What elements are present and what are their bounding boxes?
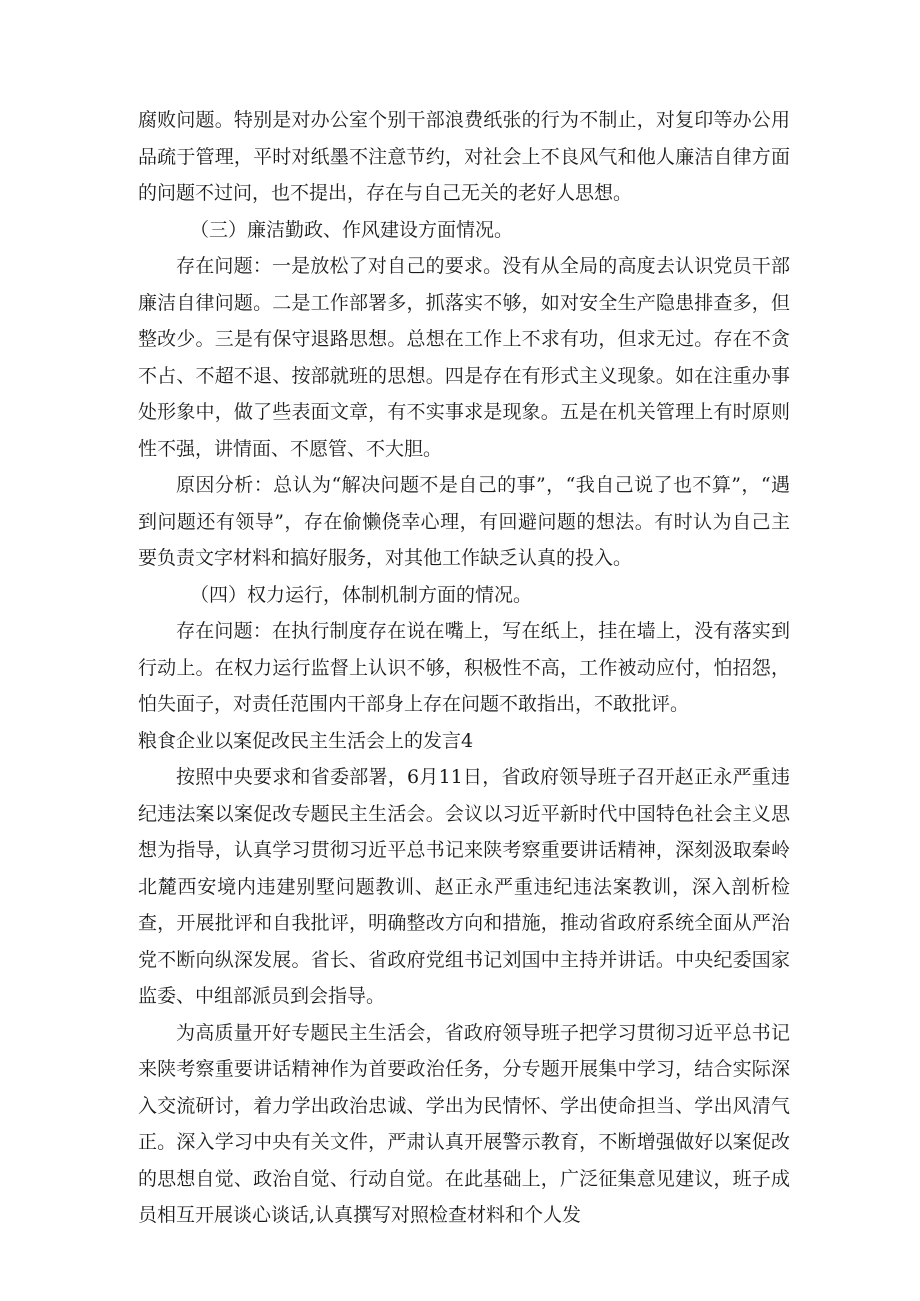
section-heading-4: （四）权力运行，体制机制方面的情况。 [190, 583, 533, 606]
document-page [138, 102, 790, 1234]
paragraph-existing-problems-3: 存在问题：一是放松了对自己的要求。没有从全局的高度去认识党员干部廉洁自律问题。二是工作部署多，抓落实不够，如对安全生产隐患排查多，但整改少。三是有保守退路思想。总想在工作上不求有功，但求无过。存在不贪不占、不超不退、按部就班的思想。四是存在有形式主义现象。如在注重办事处形象中，做了些表面文章，有不实事求是现象。五是在机关管理上有时原则性不强，讲情面、不愿管、不大胆。 [138, 255, 790, 460]
paragraph-anti-corruption-continued: 腐败问题。特别是对办公室个别干部浪费纸张的行为不制止，对复印等办公用品疏于管理，平时对纸墨不注意节约，对社会上不良风气和他人廉洁自律方面的问题不过问，也不提出，存在与自己无关的老好人思想。 [138, 109, 790, 204]
section-heading-3: （三）廉洁勤政、作风建设方面情况。 [190, 218, 514, 241]
paragraph-meeting-overview: 按照中央要求和省委部署，6月11日，省政府领导班子召开赵正永严重违纪违法案以案促改专题民主生活会。会议以习近平新时代中国特色社会主义思想为指导，认真学习贯彻习近平总书记来陕考察重要讲话精神，深刻汲取秦岭北麓西安境内违建别墅问题教训、赵正永严重违纪违法案教训，深入剖析检查，开展批评和自我批评，明确整改方向和措施，推动省政府系统全面从严治党不断向纵深发展。省长、省政府党组书记刘国中主持并讲话。中央纪委国家监委、中组部派员到会指导。 [138, 766, 790, 1007]
paragraph-cause-analysis: 原因分析：总认为“解决问题不是自己的事”，“我自己说了也不算”，“遇到问题还有领导”，存在偷懒侥幸心理，有回避问题的想法。有时认为自己主要负责文字材料和搞好服务，对其他工作缺乏认真的投入。 [138, 474, 790, 569]
paragraph-existing-problems-4: 存在问题：在执行制度存在说在嘴上，写在纸上，挂在墙上，没有落实到行动上。在权力运行监督上认识不够，积极性不高，工作被动应付，怕招怨，怕失面子，对责任范围内干部身上存在问题不敢指出，不敢批评。 [138, 620, 790, 715]
paragraph-meeting-preparation: 为高质量开好专题民主生活会，省政府领导班子把学习贯彻习近平总书记来陕考察重要讲话精神作为首要政治任务，分专题开展集中学习，结合实际深入交流研讨，着力学出政治忠诚、学出为民情怀、学出使命担当、学出风清气正。深入学习中央有关文件，严肃认真开展警示教育，不断增强做好以案促改的思想自觉、政治自觉、行动自觉。在此基础上，广泛征集意见建议，班子成员相互开展谈心谈话,认真撰写对照检查材料和个人发 [138, 1021, 790, 1226]
document-section-title: 粮食企业以案促改民主生活会上的发言4 [138, 729, 474, 752]
